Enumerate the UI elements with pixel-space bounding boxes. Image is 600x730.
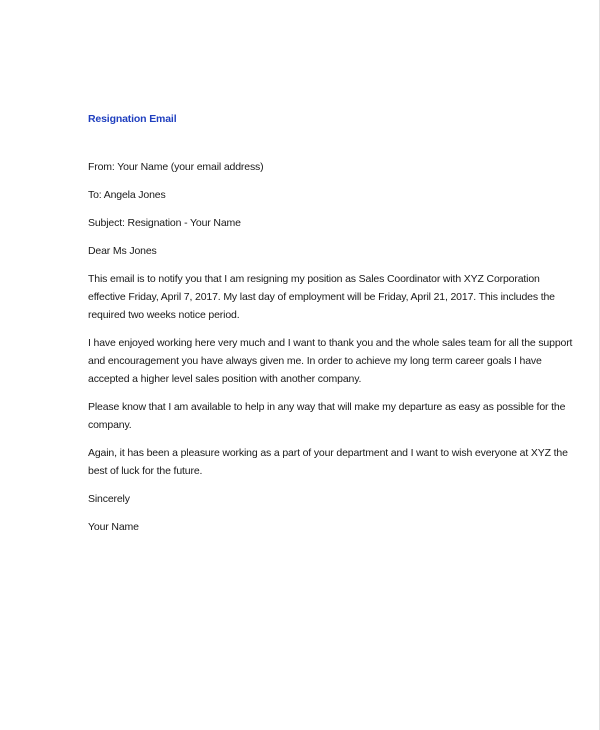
closing: Sincerely: [88, 493, 130, 505]
paragraph-line: company.: [88, 419, 132, 431]
to-line: To: Angela Jones: [88, 189, 166, 201]
salutation: Dear Ms Jones: [88, 245, 157, 257]
paragraph-line: Again, it has been a pleasure working as a part of your department and I want to wish everyone at XYZ the: [88, 447, 568, 459]
letter-body: [88, 110, 573, 546]
from-line: From: Your Name (your email address): [88, 161, 264, 173]
paragraph-notice: [88, 270, 555, 324]
paragraph-line: best of luck for the future.: [88, 465, 203, 477]
paragraph-line: and encouragement you have always given me. In order to achieve my long term career goals I have: [88, 355, 542, 367]
document-title: Resignation Email: [88, 113, 177, 125]
paragraph-line: effective Friday, April 7, 2017. My last day of employment will be Friday, April 21, 2017. This includes the: [88, 291, 555, 303]
paragraph-line: This email is to notify you that I am resigning my position as Sales Coordinator with XYZ Corporation: [88, 273, 540, 285]
paragraph-line: accepted a higher level sales position with another company.: [88, 373, 362, 385]
paragraph-line: required two weeks notice period.: [88, 309, 240, 321]
paragraph-farewell: [88, 444, 568, 480]
signature: Your Name: [88, 521, 139, 533]
paragraph-line: I have enjoyed working here very much and I want to thank you and the whole sales team for all the support: [88, 337, 573, 349]
paragraph-availability: [88, 398, 566, 434]
subject-line: Subject: Resignation - Your Name: [88, 217, 241, 229]
paragraph-thanks: [88, 334, 573, 388]
paragraph-line: Please know that I am available to help in any way that will make my departure as easy as possible for the: [88, 401, 566, 413]
